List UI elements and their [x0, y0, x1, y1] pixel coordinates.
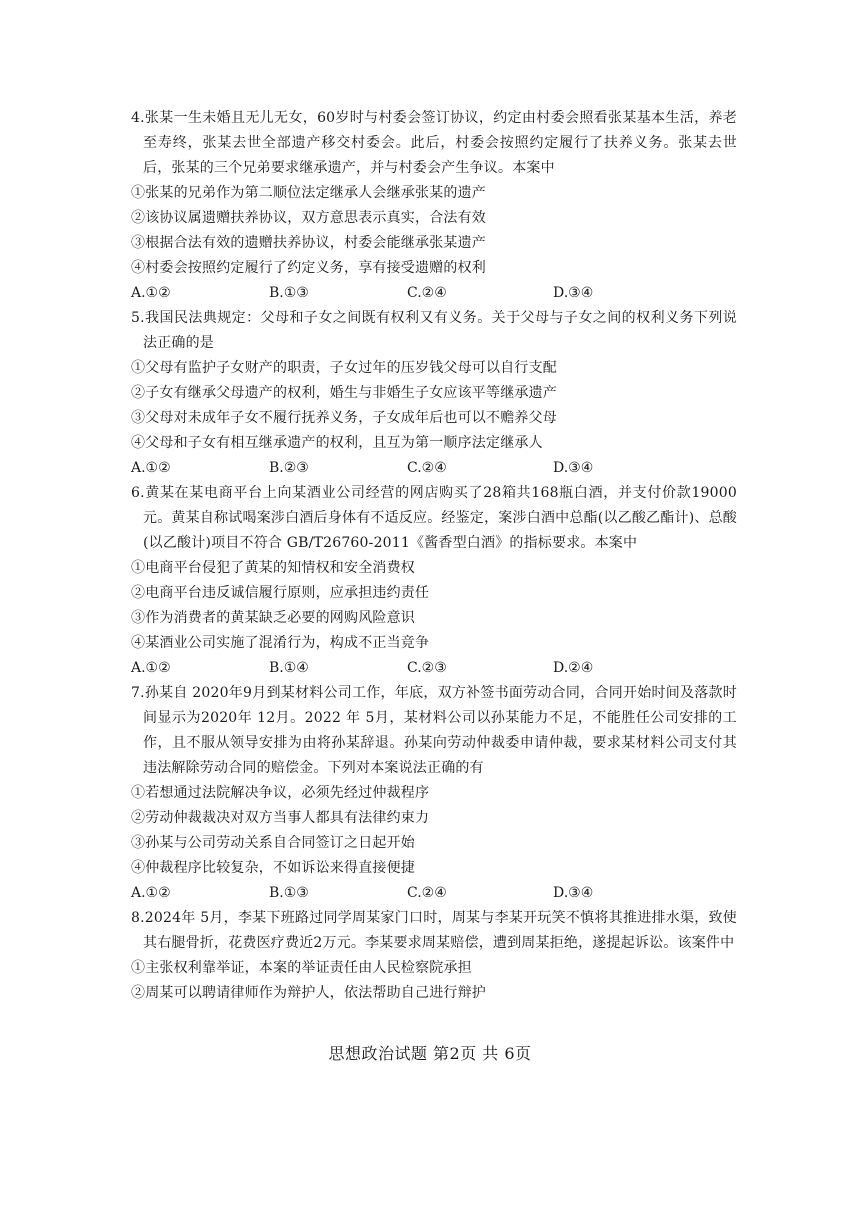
choice-c: C.②③ — [407, 660, 447, 676]
option-2: ②该协议属遗赠扶养协议，双方意思表示真实，合法有效 — [131, 210, 486, 226]
option-3: ③根据合法有效的遗赠扶养协议，村委会能继承张某遗产 — [131, 235, 486, 251]
option-1: ①电商平台侵犯了黄某的知情权和安全消费权 — [131, 560, 415, 576]
option-1: ①若想通过法院解决争议，必须先经过仲裁程序 — [131, 785, 430, 801]
option-4: ④仲裁程序比较复杂，不如诉讼来得直接便捷 — [131, 860, 415, 876]
answer-choices — [131, 656, 737, 681]
option-3: ③父母对未成年子女不履行抚养义务，子女成年后也可以不赡养父母 — [131, 410, 557, 426]
option-1: ①父母有监护子女财产的职责，子女过年的压岁钱父母可以自行支配 — [131, 360, 557, 376]
choice-c: C.②④ — [407, 285, 447, 301]
choice-b: B.①③ — [269, 885, 309, 901]
answer-choices — [131, 281, 737, 306]
answer-choices — [131, 881, 737, 906]
option-2: ②劳动仲裁裁决对双方当事人都具有法律约束力 — [131, 810, 430, 826]
question-stem: 4.张某一生未婚且无儿无女，60岁时与村委会签订协议，约定由村委会照看张某基本生活，养老至寿终，张某去世全部遗产移交村委会。此后，村委会按照约定履行了扶养义务。张某去世后，张某的三个兄弟要求继承遗产，并与村委会产生争议。本案中 — [131, 110, 737, 176]
question-stem: 7.孙某自 2020年9月到某材料公司工作，年底，双方补签书面劳动合同，合同开始时间及落款时间显示为2020年 12月。2022 年 5月，某材料公司以孙某能力不足，不能胜任公司安排的工作，且不服从领导安排为由将孙某辞退。孙某向劳动仲裁委申请仲裁，要求某材料公司支付其违法解除劳动合同的赔偿金。下列对本案说法正确的有 — [131, 685, 737, 776]
question-list — [131, 106, 737, 1006]
choice-b: B.①④ — [269, 660, 309, 676]
question-5 — [131, 306, 737, 481]
choice-a: A.①② — [131, 660, 171, 676]
option-2: ②周某可以聘请律师作为辩护人，依法帮助自己进行辩护 — [131, 985, 486, 1001]
choice-a: A.①② — [131, 885, 171, 901]
option-3: ③孙某与公司劳动关系自合同签订之日起开始 — [131, 835, 415, 851]
question-stem: 8.2024年 5月，李某下班路过同学周某家门口时，周某与李某开玩笑不慎将其推进排水渠，致使其右腿骨折，花费医疗费近2万元。李某要求周某赔偿，遭到周某拒绝，遂提起诉讼。该案件中 — [131, 910, 737, 951]
option-1: ①主张权利靠举证，本案的举证责任由人民检察院承担 — [131, 960, 472, 976]
choice-a: A.①② — [131, 460, 171, 476]
choice-c: C.②④ — [407, 460, 447, 476]
question-stem: 6.黄某在某电商平台上向某酒业公司经营的网店购买了28箱共168瓶白酒，并支付价款19000元。黄某自称试喝案涉白酒后身体有不适反应。经鉴定，案涉白酒中总酯(以乙酸乙酯计)、总酸(以乙酸计)项目不符合 GB/T26760-2011《酱香型白酒》的指标要求。本案中 — [131, 485, 737, 551]
choice-d: D.③④ — [553, 460, 594, 476]
option-1: ①张某的兄弟作为第二顺位法定继承人会继承张某的遗产 — [131, 185, 486, 201]
page-footer: 思想政治试题 第2页 共 6页 — [328, 1044, 532, 1063]
option-4: ④父母和子女有相互继承遗产的权利，且互为第一顺序法定继承人 — [131, 435, 543, 451]
option-2: ②子女有继承父母遗产的权利，婚生与非婚生子女应该平等继承遗产 — [131, 385, 557, 401]
choice-d: D.②④ — [553, 660, 594, 676]
choice-b: B.②③ — [269, 460, 309, 476]
question-7 — [131, 681, 737, 906]
choice-b: B.①③ — [269, 285, 309, 301]
choice-c: C.②④ — [407, 885, 447, 901]
option-4: ④某酒业公司实施了混淆行为，构成不正当竞争 — [131, 635, 430, 651]
question-stem: 5.我国民法典规定：父母和子女之间既有权利又有义务。关于父母与子女之间的权利义务下列说法正确的是 — [131, 310, 737, 351]
question-6 — [131, 481, 737, 681]
option-2: ②电商平台违反诚信履行原则，应承担违约责任 — [131, 585, 430, 601]
question-4 — [131, 106, 737, 306]
choice-a: A.①② — [131, 285, 171, 301]
choice-d: D.③④ — [553, 285, 594, 301]
answer-choices — [131, 456, 737, 481]
choice-d: D.③④ — [553, 885, 594, 901]
option-3: ③作为消费者的黄某缺乏必要的网购风险意识 — [131, 610, 415, 626]
option-4: ④村委会按照约定履行了约定义务，享有接受遗赠的权利 — [131, 260, 486, 276]
question-8 — [131, 906, 737, 1006]
